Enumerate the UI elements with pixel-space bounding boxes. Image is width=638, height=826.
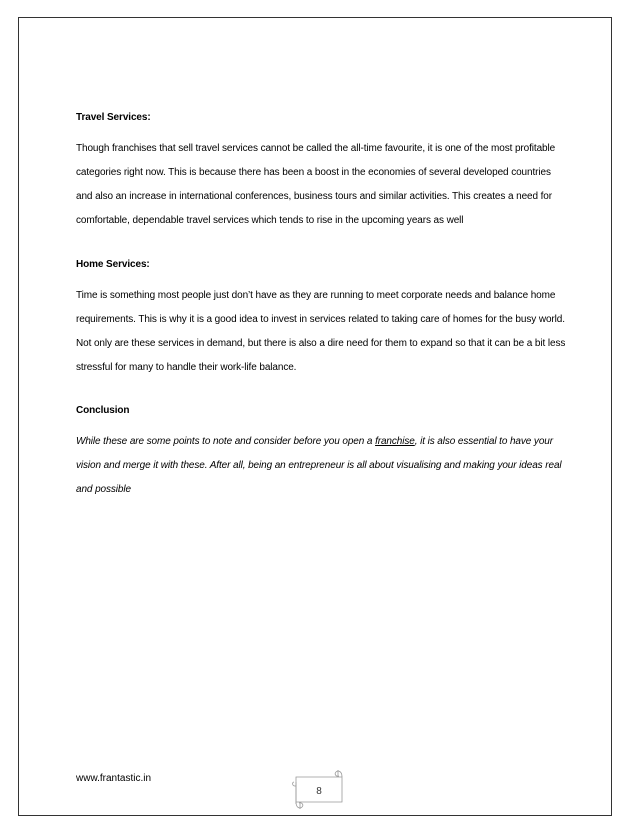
conclusion-body-before-link: While these are some points to note and consider before you open a [76, 436, 376, 447]
conclusion-section [76, 404, 566, 502]
home-services-body: Time is something most people just don’t have as they are running to meet corporate needs and balance home requirements. This is why it is a good idea to invest in services related to taking care of homes for the busy world. Not only are these services in demand, but there is also a dire need for them to expand so that it can be a bit less stressful for many to handle their work-life balance. [76, 290, 566, 373]
home-services-section [76, 258, 566, 380]
conclusion-heading: Conclusion [76, 405, 130, 416]
footer-website-link[interactable]: www.frantastic.in [76, 773, 152, 784]
franchise-link[interactable]: franchise [375, 436, 415, 447]
travel-services-body: Though franchises that sell travel services cannot be called the all-time favourite, it is one of the most profitable categories right now. This is because there has been a boost in the economies of several developed countries and also an increase in international conferences, business tours and similar activities. This creates a need for comfortable, dependable travel services which tends to rise in the upcoming years as well [76, 143, 556, 226]
page-number-badge [286, 768, 352, 810]
home-services-heading: Home Services: [76, 259, 150, 270]
travel-services-section [76, 111, 566, 233]
conclusion-body [76, 430, 566, 502]
travel-services-heading: Travel Services: [76, 112, 151, 123]
page-number: 8 [316, 786, 322, 797]
conclusion-body-after-link: , it is also essential to have your vision and merge it with these. After all, being an entrepreneur is all about visualising and making your ideas real and possible [76, 436, 562, 495]
